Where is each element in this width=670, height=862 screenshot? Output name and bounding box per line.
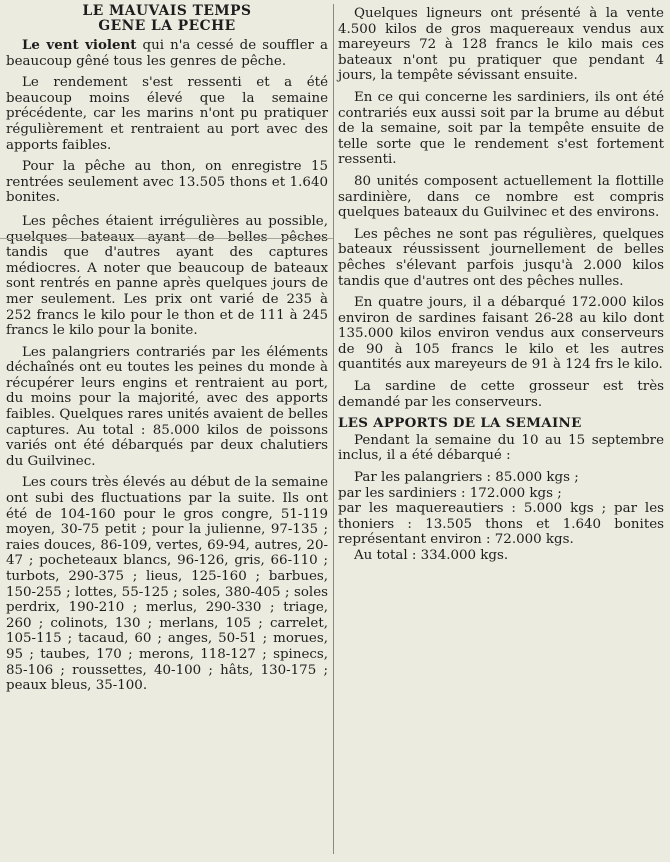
landings-sardiniers: par les sardiniers : 172.000 kgs ;	[338, 485, 562, 501]
section-subheading: LES APPORTS DE LA SEMAINE	[338, 415, 582, 432]
title-line-1: LE MAUVAIS TEMPS	[82, 3, 252, 19]
landings-list	[338, 470, 664, 564]
paragraph-3: Pour la pêche au thon, on enregistre 15 rentrées seulement avec 13.505 thons et 1.640 bonites.	[6, 159, 328, 206]
clipping-divider	[0, 238, 334, 239]
title-line-2: GENE LA PECHE	[98, 18, 236, 34]
paragraph-7: Quelques ligneurs ont présenté à la vente 4.500 kilos de gros maquereaux vendus aux mareyeurs 72 à 128 francs le kilo mais ces bateaux n'ont pu pratiquer que pendant 4 jours, la tempête sévissant ensuite.	[338, 6, 664, 84]
left-column	[6, 0, 328, 700]
landings-palangriers: Par les palangriers : 85.000 kgs ;	[354, 470, 579, 486]
paragraph-13: Pendant la semaine du 10 au 15 septembre inclus, il a été débarqué :	[338, 432, 664, 464]
paragraph-1-rest: qui n'a cessé de souffler a beaucoup gêné tous les genres de pêche.	[6, 38, 328, 69]
paragraph-1	[6, 38, 328, 69]
right-column	[338, 6, 664, 564]
paragraph-5: Les palangriers contrariés par les éléments déchaînés ont eu toutes les peines du monde à récupérer leurs engins et rentraient au port, du moins pour la majorité, avec des apports faibles. Quelques rares unités avaient de belles captures. Au total : 85.000 kilos de poissons variés ont été débarqués par deux chalutiers du Guilvinec.	[6, 344, 328, 469]
paragraph-12: La sardine de cette grosseur est très demandé par les conserveurs.	[338, 379, 664, 410]
column-rule	[333, 4, 334, 854]
paragraph-9: 80 unités composent actuellement la flottille sardinière, dans ce nombre est compris quelques bateaux du Guilvinec et des environs.	[338, 173, 664, 221]
paragraph-2: Le rendement s'est ressenti et a été beaucoup moins élevé que la semaine précédente, car les marins n'ont pu pratiquer régulièrement et rentraient au port avec des apports faibles.	[6, 75, 328, 153]
paragraph-4: Les pêches étaient irrégulières au possible, tandis que d'autres ayant des captures médiocres. A noter que beaucoup de bateaux sont rentrés en panne après quelques jours de mer seulement. Les prix ont varié de 235 à 252 francs le kilo pour le thon et de 111 à 245 francs le kilo pour la bonite.	[6, 213, 328, 339]
paragraph-6: Les cours très élevés au début de la semaine ont subi des fluctuations par la suite. Ils ont été de 104-160 pour le gros congre, 51-119 moyen, 30-75 petit ; pour la julienne, 97-135 ; raies douces, 86-109, vertes, 69-94, autres, 20-47 ; pocheteaux blancs, 96-126, gris, 66-110 ; turbots, 290-375 ; lieus, 125-160 ; barbues, 150-255 ; lottes, 55-125 ; soles, 380-405 ; soles perdrix, 190-210 ; merlus, 290-330 ; triage, 260 ; colinots, 130 ; merlans, 105 ; carrelet, 105-115 ; tacaud, 60 ; anges, 50-51 ; morues, 95 ; taubes, 170 ; merons, 118-127 ; spinecs, 85-106 ; roussettes, 40-100 ; hâts, 130-175 ; peaux bleus, 35-100.	[6, 475, 328, 694]
paragraph-11: En quatre jours, il a débarqué 172.000 kilos environ de sardines faisant 26-28 au kilo dont 135.000 kilos environ vendus aux conserveurs de 90 à 105 francs le kilo et les autres quantités aux mareyeurs de 91 à 124 frs le kilo.	[338, 295, 664, 373]
landings-maquereautiers-thoniers: par les maquereautiers : 5.000 kgs ; par les thoniers : 13.505 thons et 1.640 bonites représentant environ : 72.000 kgs.	[338, 501, 664, 548]
article-title	[6, 4, 328, 34]
lead-words: Le vent violent	[22, 37, 137, 53]
paragraph-8: En ce qui concerne les sardiniers, ils ont été contrariés eux aussi soit par la brume au début de la semaine, soit par la tempête ensuite de telle sorte que le rendement s'est fortement ressenti.	[338, 89, 664, 168]
paragraph-10: Les pêches ne sont pas régulières, quelques bateaux réussissent journellement de belles pêches s'élevant parfois jusqu'à 2.000 kilos tandis que d'autres ont des pêches nulles.	[338, 226, 664, 289]
landings-total: Au total : 334.000 kgs.	[354, 548, 509, 563]
